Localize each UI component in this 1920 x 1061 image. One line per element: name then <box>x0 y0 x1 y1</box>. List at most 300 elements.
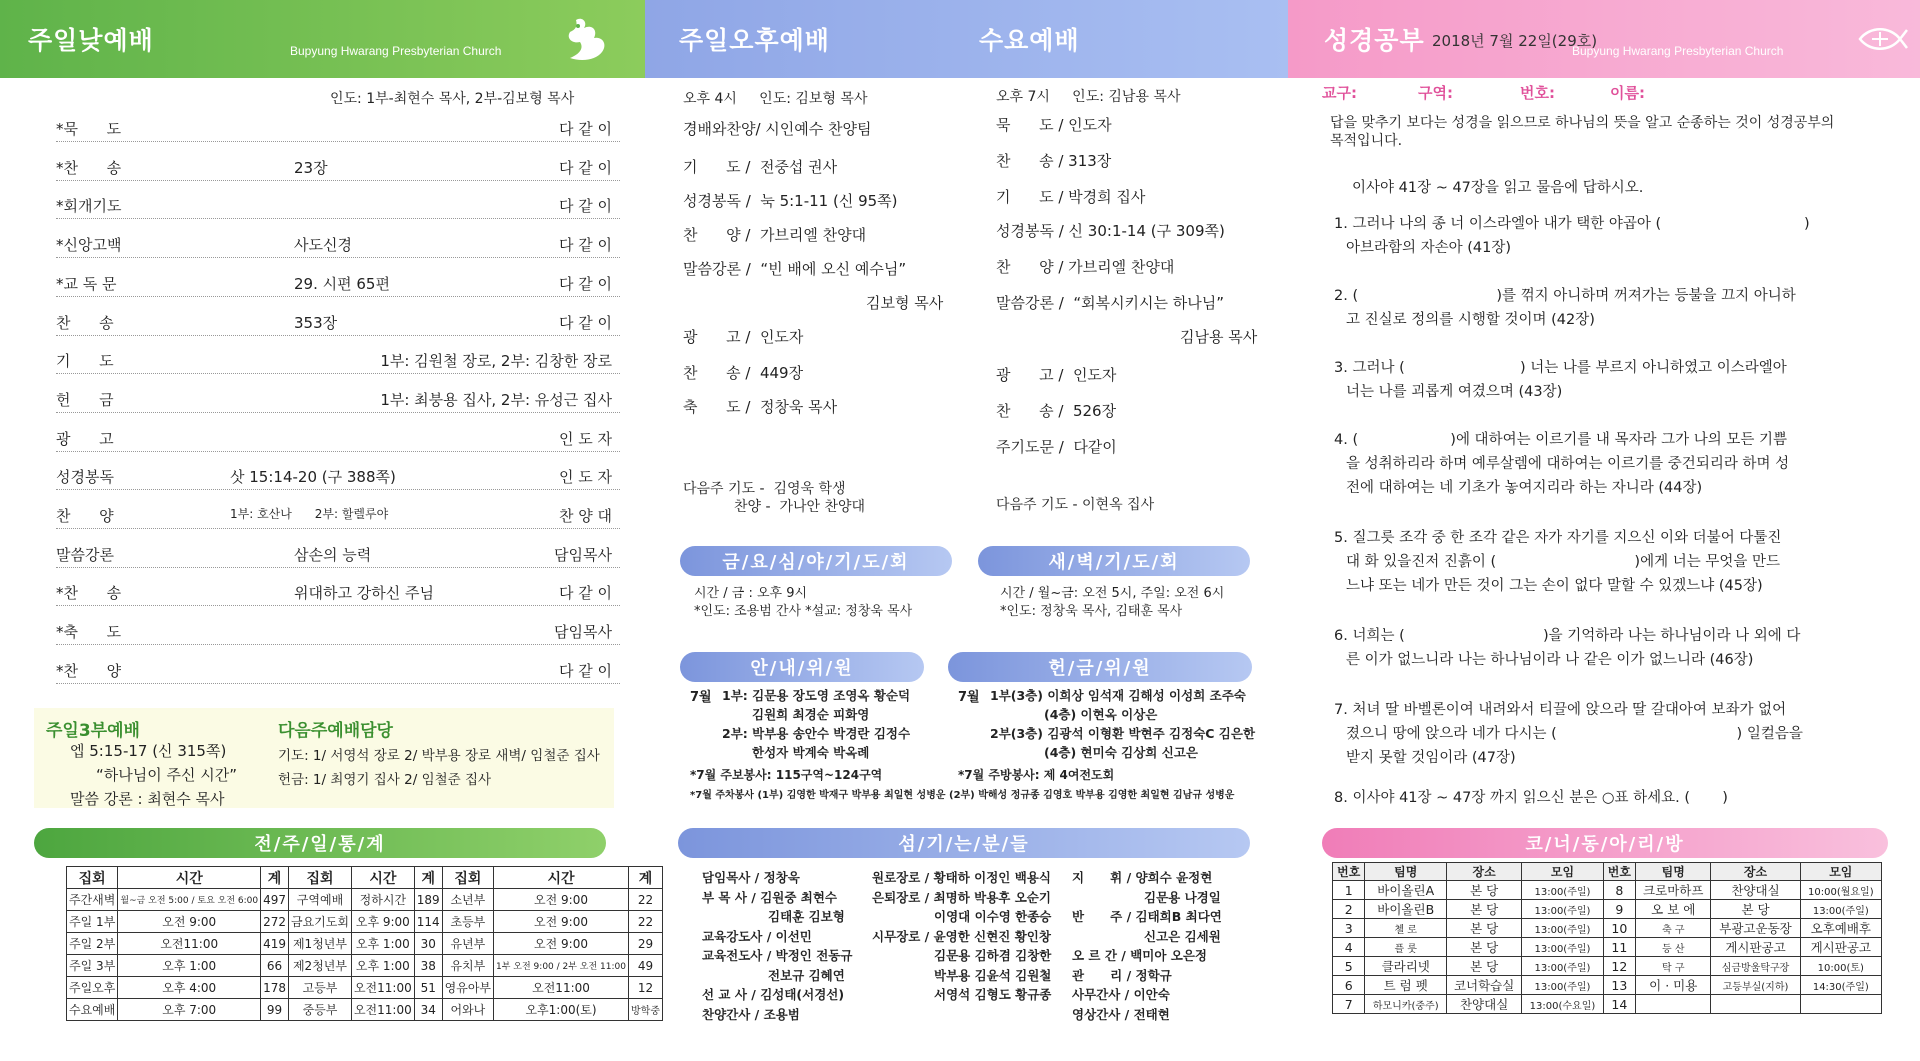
next-week-offering: 헌금: 1/ 최영기 집사 2/ 임철준 집사 <box>278 772 492 788</box>
order-item-detail: 23장 <box>294 158 328 177</box>
clubs-cell: 10 <box>1603 919 1635 938</box>
duty-line: 김문용 김하겸 김창한 <box>934 948 1052 963</box>
stats-cell: 유치부 <box>442 955 493 977</box>
order-item-person: 다 같 이 <box>558 236 612 255</box>
afternoon-order-row: 기 도 / 전중섭 권사 <box>683 158 838 176</box>
stats-cell: 오전 9:00 <box>494 889 629 911</box>
clubs-cell: 7 <box>1333 995 1365 1014</box>
stats-cell: 주일 2부 <box>67 933 118 955</box>
order-item-person: 인 도 자 <box>558 429 612 448</box>
study-question-line: 2. ( )를 꺾지 아니하며 꺼져가는 등불을 끄지 아니하 <box>1334 288 1796 304</box>
clubs-cell: 클라리넷 <box>1365 957 1447 976</box>
wednesday-service-title: 수요예배 <box>979 26 1080 55</box>
clubs-header-cell: 모임 <box>1800 863 1881 881</box>
clubs-row <box>1333 957 1882 976</box>
clubs-cell: 게시판공고 <box>1711 938 1800 957</box>
order-item-label: 성경봉독 <box>56 468 114 487</box>
morning-order-row <box>56 228 620 258</box>
clubs-cell: 첼 로 <box>1365 919 1447 938</box>
afternoon-order-row: 광 고 / 인도자 <box>683 328 804 346</box>
morning-order-row <box>56 654 620 684</box>
clubs-cell: 크로마하프 <box>1636 881 1711 900</box>
fish-logo-icon <box>1858 24 1908 54</box>
friday-prayer-pill: 금/요/심/야/기/도/회 <box>680 546 952 576</box>
stats-cell: 월~금 오전 5:00 / 토요 오전 6:00 <box>118 889 261 911</box>
morning-order-row <box>56 306 620 336</box>
study-question <box>1334 284 1874 332</box>
stats-cell: 22 <box>629 911 663 933</box>
stats-cell: 오후 9:00 <box>351 911 414 933</box>
duty-line: 오 르 간 / 백미아 오은정 <box>1072 948 1207 963</box>
clubs-cell: 본 당 <box>1446 881 1521 900</box>
clubs-row <box>1333 995 1882 1014</box>
study-question-line: 받지 못할 것임이라 (47장) <box>1346 750 1516 766</box>
offering-committee-pill: 헌/금/위/원 <box>948 652 1252 682</box>
clubs-cell: 13:00(수요일) <box>1522 995 1603 1014</box>
clubs-cell: 바이올린B <box>1365 900 1447 919</box>
order-item-detail: 삿 15:14-20 (구 388쪽) <box>230 468 396 487</box>
clubs-cell: 오후예배후 <box>1800 919 1881 938</box>
order-item-person: 담임목사 <box>554 545 612 564</box>
stats-cell: 오후 4:00 <box>118 977 261 999</box>
duty-line: 박부용 김윤석 김원철 <box>934 967 1052 983</box>
duty-line: 지 휘 / 양희수 윤정현 <box>1072 870 1213 885</box>
afternoon-order-row: 성경봉독 / 눅 5:1-11 (신 95쪽) <box>683 192 898 210</box>
guide-month: 7월 <box>690 690 712 705</box>
morning-order-row <box>56 499 620 529</box>
clubs-cell: 10:00(월요일) <box>1800 881 1881 900</box>
stats-cell: 114 <box>414 911 442 933</box>
offering-line-2: (4층) 이현옥 이상은 <box>1044 707 1158 722</box>
stats-cell: 어와나 <box>442 999 493 1021</box>
stats-cell: 제1청년부 <box>289 933 352 955</box>
order-item-detail: 위대하고 강하신 주님 <box>294 584 434 603</box>
clubs-cell: 10:00(토) <box>1800 957 1881 976</box>
stats-header-cell: 시간 <box>351 867 414 889</box>
offering-line-1: 1부(3층) 이희상 임석재 김해성 이성희 조주숙 <box>990 688 1246 703</box>
morning-order-row <box>56 460 620 490</box>
wednesday-order-row: 주기도문 / 다같이 <box>996 438 1117 456</box>
stats-cell: 주일오후 <box>67 977 118 999</box>
order-item-label: 찬 송 <box>56 313 114 332</box>
study-question <box>1334 526 1874 598</box>
study-field-label: 번호: <box>1520 84 1555 102</box>
clubs-cell: 14:30(주일) <box>1800 976 1881 995</box>
order-item-person: 다 같 이 <box>558 274 612 293</box>
stats-cell: 99 <box>261 999 289 1021</box>
duty-line: 서영석 김형도 황규종 <box>934 987 1052 1002</box>
order-item-person: 1부: 최붕용 집사, 2부: 유성근 집사 <box>380 390 612 409</box>
study-question-line: 른 이가 없느니라 나는 하나님이라 나 같은 이가 없느니라 (46장) <box>1346 652 1754 668</box>
stats-cell: 오전11:00 <box>351 977 414 999</box>
stats-cell: 12 <box>629 977 663 999</box>
stats-cell: 189 <box>414 889 442 911</box>
clubs-header-cell: 팀명 <box>1636 863 1711 881</box>
morning-order-row <box>56 422 620 452</box>
stats-cell: 29 <box>629 933 663 955</box>
wednesday-order-row: 김남용 목사 <box>1180 328 1258 346</box>
study-question-line: 느냐 또는 네가 만든 것이 그는 손이 없다 말할 수 있겠느냐 (45장) <box>1346 578 1763 594</box>
stats-cell: 오전 9:00 <box>494 933 629 955</box>
duty-line: 담임목사 / 정창욱 <box>702 870 800 885</box>
study-question-line: 7. 처녀 딸 바벨론이여 내려와서 티끌에 앉으라 딸 갈대아여 보좌가 없어 <box>1334 702 1787 718</box>
stats-row <box>67 999 663 1021</box>
stats-cell: 38 <box>414 955 442 977</box>
clubs-cell: 2 <box>1333 900 1365 919</box>
clubs-cell: 13 <box>1603 976 1635 995</box>
offering-line-3: 2부(3층) 김광석 이형환 박현주 김정숙C 김은한 <box>990 726 1256 741</box>
stats-cell: 오전11:00 <box>494 977 629 999</box>
stats-cell: 중등부 <box>289 999 352 1021</box>
dove-logo-icon <box>562 14 612 68</box>
stats-cell: 오전 9:00 <box>118 911 261 933</box>
clubs-cell: 게시판공고 <box>1800 938 1881 957</box>
stats-cell: 34 <box>414 999 442 1021</box>
order-item-detail: 353장 <box>294 313 338 332</box>
clubs-cell: 11 <box>1603 938 1635 957</box>
duty-line: 사무간사 / 이안숙 <box>1072 987 1170 1002</box>
duty-line: 영상간사 / 전태현 <box>1072 1006 1170 1022</box>
stats-cell: 방학중 <box>629 999 663 1021</box>
order-item-detail: 29. 시편 65편 <box>294 274 390 293</box>
clubs-cell: 13:00(주일) <box>1522 900 1603 919</box>
stats-cell: 초등부 <box>442 911 493 933</box>
clubs-cell: 3 <box>1333 919 1365 938</box>
parking-volunteers: *7월 주차봉사 (1부) 김영한 박재구 박부용 최일현 성병운 (2부) 박해성 정규종 김영호 박부용 김영한 최일현 김남규 성병운 <box>690 790 1235 801</box>
clubs-cell: 바이올린A <box>1365 881 1447 900</box>
guide-committee-pill: 안/내/위/원 <box>680 652 924 682</box>
stats-row <box>67 977 663 999</box>
study-question-line: 너는 나를 괴롭게 여겼으며 (43장) <box>1346 384 1563 400</box>
friday-time: 시간 / 금 : 오후 9시 <box>694 586 808 601</box>
stats-cell: 구역예배 <box>289 889 352 911</box>
stats-cell: 419 <box>261 933 289 955</box>
church-name-en-2: Bupyung Hwarang Presbyterian Church <box>1572 44 1784 58</box>
duty-line: 선 교 사 / 김성태(서경선) <box>702 987 845 1002</box>
clubs-table <box>1332 862 1882 1014</box>
stats-header-cell: 집회 <box>67 867 118 889</box>
clubs-cell: 부광고운동장 <box>1711 919 1800 938</box>
order-item-label: *교 독 문 <box>56 274 117 293</box>
order-item-person: 다 같 이 <box>558 158 612 177</box>
study-question-line: 4. ( )에 대하여는 이르기를 내 목자라 그가 나의 모든 기쁨 <box>1334 432 1787 448</box>
clubs-cell <box>1711 995 1800 1014</box>
order-item-person: 담임목사 <box>554 623 612 642</box>
order-item-person: 다 같 이 <box>558 661 612 680</box>
order-item-label: 헌 금 <box>56 390 114 409</box>
clubs-cell: 12 <box>1603 957 1635 976</box>
stats-header-cell: 집회 <box>442 867 493 889</box>
stats-cell: 소년부 <box>442 889 493 911</box>
order-item-person: 다 같 이 <box>558 584 612 603</box>
morning-order-row <box>56 112 620 142</box>
stats-cell: 오후 1:00 <box>351 933 414 955</box>
clubs-cell: 4 <box>1333 938 1365 957</box>
order-item-label: 기 도 <box>56 352 114 371</box>
duty-line: 찬양간사 / 조용범 <box>702 1006 800 1022</box>
stats-cell: 오후1:00(토) <box>494 999 629 1021</box>
study-question-line: 졌으니 땅에 앉으라 네가 다시는 ( ) 일컬음을 <box>1346 726 1803 742</box>
stats-row <box>67 889 663 911</box>
morning-order-row <box>56 151 620 181</box>
study-question-line: 6. 너희는 ( )을 기억하라 나는 하나님이라 나 외에 다 <box>1334 628 1801 644</box>
afternoon-order-row: 김보형 목사 <box>866 294 944 312</box>
order-item-detail: 삼손의 능력 <box>294 545 372 564</box>
friday-leaders: *인도: 조용범 간사 *설교: 정창욱 목사 <box>694 604 913 619</box>
stats-cell: 30 <box>414 933 442 955</box>
stats-cell: 1부 오전 9:00 / 2부 오전 11:00 <box>494 955 629 977</box>
clubs-cell: 5 <box>1333 957 1365 976</box>
clubs-cell: 본 당 <box>1711 900 1800 919</box>
offering-month: 7월 <box>958 690 980 705</box>
study-question <box>1334 356 1874 404</box>
morning-order-row <box>56 538 620 568</box>
wednesday-order-row: 말씀강론 / “회복시키시는 하나님” <box>996 294 1225 312</box>
afternoon-order-row: 경배와찬양/ 시인예수 찬양팀 <box>683 120 872 138</box>
study-field-label: 교구: <box>1322 84 1357 102</box>
clubs-row <box>1333 919 1882 938</box>
next-week-title: 다음주예배담당 <box>278 721 393 741</box>
clubs-cell: 14 <box>1603 995 1635 1014</box>
duty-line: 시무장로 / 윤영한 신현진 황인창 <box>872 928 1051 944</box>
order-item-detail: 1부: 호산나 2부: 할렐루야 <box>230 507 389 521</box>
order-item-label: *찬 송 <box>56 584 122 603</box>
order-item-person: 다 같 이 <box>558 120 612 138</box>
dawn-time: 시간 / 월~금: 오전 5시, 주일: 오전 6시 <box>1000 586 1225 601</box>
wednesday-next-prayer: 다음주 기도 - 이현옥 집사 <box>996 497 1155 513</box>
duty-line: 김태훈 김보형 <box>768 909 845 924</box>
clubs-cell: 13:00(주일) <box>1522 976 1603 995</box>
stats-cell: 오후 1:00 <box>351 955 414 977</box>
stats-cell: 오후 1:00 <box>118 955 261 977</box>
study-header-band <box>1288 0 1920 78</box>
stats-cell: 오전11:00 <box>118 933 261 955</box>
clubs-cell: 본 당 <box>1446 938 1521 957</box>
stats-cell: 22 <box>629 889 663 911</box>
clubs-header-cell: 장소 <box>1446 863 1521 881</box>
clubs-row <box>1333 881 1882 900</box>
study-question <box>1334 428 1874 500</box>
stats-cell: 66 <box>261 955 289 977</box>
order-item-label: *찬 양 <box>56 661 122 680</box>
duty-line: 교육강도사 / 이선민 <box>702 928 812 944</box>
clubs-header-cell: 팀명 <box>1365 863 1447 881</box>
study-question <box>1334 212 1874 260</box>
clubs-cell: 13:00(주일) <box>1800 900 1881 919</box>
clubs-cell: 13:00(주일) <box>1522 881 1603 900</box>
afternoon-next-praise: 찬양 - 가나안 찬양대 <box>734 499 866 515</box>
order-item-label: *회개기도 <box>56 197 122 216</box>
duty-line: 반 주 / 김태희B 최다연 <box>1072 909 1222 924</box>
clubs-cell <box>1636 995 1711 1014</box>
morning-service-title: 주일낮예배 <box>28 26 154 55</box>
clubs-cell: 본 당 <box>1446 957 1521 976</box>
order-item-label: *찬 송 <box>56 158 122 177</box>
stats-header-cell: 계 <box>414 867 442 889</box>
clubs-cell: 축 구 <box>1636 919 1711 938</box>
study-field-label: 구역: <box>1418 84 1453 102</box>
next-week-prayer: 기도: 1/ 서영석 장로 2/ 박부용 장로 새벽/ 임철준 집사 <box>278 748 600 764</box>
bible-study-title: 성경공부 <box>1324 26 1425 55</box>
afternoon-time-leader: 오후 4시 인도: 김보형 목사 <box>683 91 868 107</box>
afternoon-order-row: 축 도 / 정창욱 목사 <box>683 398 838 416</box>
church-name-en: Bupyung Hwarang Presbyterian Church <box>290 44 502 58</box>
study-question-line: 을 성취하리라 하며 예루살렘에 대하여는 이르기를 중건되리라 하며 성 <box>1346 456 1790 472</box>
clubs-header-cell: 장소 <box>1711 863 1800 881</box>
wednesday-order-row: 묵 도 / 인도자 <box>996 116 1112 134</box>
clubs-header-cell: 번호 <box>1333 863 1365 881</box>
guide-line-4: 한성자 박계숙 박옥례 <box>752 745 870 760</box>
stats-cell: 49 <box>629 955 663 977</box>
clubs-title-pill: 코/너/동/아/리/방 <box>1322 828 1888 858</box>
clubs-cell: 13:00(주일) <box>1522 957 1603 976</box>
duty-line: 전보규 김혜연 <box>768 967 845 983</box>
morning-order-row <box>56 189 620 219</box>
offering-line-4: (4층) 현미숙 김상희 신고은 <box>1044 745 1198 760</box>
morning-header-band <box>0 0 645 78</box>
clubs-cell: 오 보 에 <box>1636 900 1711 919</box>
bulletin-volunteer: *7월 주보봉사: 115구역~124구역 <box>690 768 883 782</box>
stats-header-cell: 계 <box>261 867 289 889</box>
duty-line: 교육전도사 / 박정인 전동규 <box>702 948 853 963</box>
wednesday-order-row: 찬 양 / 가브리엘 찬양대 <box>996 258 1175 276</box>
stats-cell: 오전 9:00 <box>494 911 629 933</box>
kitchen-volunteer: *7월 주방봉사: 제 4여전도회 <box>958 768 1115 782</box>
order-item-person: 1부: 김원철 장로, 2부: 김창한 장로 <box>380 352 612 371</box>
duty-line: 부 목 사 / 김원중 최현수 <box>702 889 837 905</box>
morning-leader: 인도: 1부-최현수 목사, 2부-김보형 목사 <box>330 91 575 107</box>
stats-cell: 제2청년부 <box>289 955 352 977</box>
stats-header-cell: 계 <box>629 867 663 889</box>
order-item-label: *축 도 <box>56 623 122 642</box>
order-item-label: *묵 도 <box>56 120 122 138</box>
clubs-cell: 13:00(주일) <box>1522 938 1603 957</box>
order-item-label: 말씀강론 <box>56 545 114 564</box>
study-question-line: 아브라함의 자손아 (41장) <box>1346 240 1512 256</box>
weekly-stats-table <box>66 866 663 1021</box>
duty-line: 신고은 김세원 <box>1144 928 1221 944</box>
study-field-label: 이름: <box>1610 84 1645 102</box>
stats-cell: 272 <box>261 911 289 933</box>
clubs-cell: 플 룻 <box>1365 938 1447 957</box>
guide-line-1: 1부: 김문용 장도영 조영옥 황순덕 <box>722 688 911 703</box>
stats-row <box>67 911 663 933</box>
third-service-box <box>34 708 614 808</box>
wednesday-order-row: 찬 송 / 526장 <box>996 402 1117 420</box>
afternoon-order-row: 찬 송 / 449장 <box>683 364 804 382</box>
study-question-line: 1. 그러나 나의 종 너 이스라엘아 내가 택한 야곱아 ( ) <box>1334 216 1810 232</box>
study-instruction: 이사야 41장 ~ 47장을 읽고 물음에 답하시오. <box>1352 180 1644 196</box>
clubs-cell: 하모니카(중주) <box>1365 995 1447 1014</box>
guide-line-2: 김원희 최경순 피화영 <box>752 707 870 722</box>
duties-title-pill: 섬/기/는/분/들 <box>678 828 1250 858</box>
clubs-cell: 등 산 <box>1636 938 1711 957</box>
morning-order-row <box>56 383 620 413</box>
stats-cell: 고등부 <box>289 977 352 999</box>
third-service-title: 주일3부예배 <box>46 721 140 741</box>
stats-header-cell: 집회 <box>289 867 352 889</box>
order-item-person: 찬 양 대 <box>558 507 612 525</box>
duty-line: 은퇴장로 / 최명하 박용후 오순기 <box>872 889 1051 905</box>
study-question <box>1334 624 1874 672</box>
order-item-label: *신앙고백 <box>56 236 122 255</box>
stats-cell: 유년부 <box>442 933 493 955</box>
clubs-cell: 찬양대실 <box>1711 881 1800 900</box>
clubs-cell: 탁 구 <box>1636 957 1711 976</box>
order-item-person: 다 같 이 <box>558 313 612 332</box>
stats-cell: 주일 3부 <box>67 955 118 977</box>
clubs-cell: 트 럼 펫 <box>1365 976 1447 995</box>
third-service-scripture: 엡 5:15-17 (신 315쪽) <box>70 742 227 760</box>
morning-order-row <box>56 615 620 645</box>
dawn-leaders: *인도: 정창욱 목사, 김태훈 목사 <box>1000 604 1183 619</box>
clubs-cell: 찬양대실 <box>1446 995 1521 1014</box>
duty-line: 관 리 / 정학규 <box>1072 967 1172 983</box>
order-item-detail: 사도신경 <box>294 236 352 255</box>
study-question-line: 3. 그러나 ( ) 너는 나를 부르지 아니하였고 이스라엘아 <box>1334 360 1787 376</box>
stats-cell: 수요예배 <box>67 999 118 1021</box>
clubs-row <box>1333 900 1882 919</box>
clubs-cell: 본 당 <box>1446 900 1521 919</box>
clubs-cell: 13:00(주일) <box>1522 919 1603 938</box>
order-item-label: 찬 양 <box>56 507 114 525</box>
order-item-label: 광 고 <box>56 429 114 448</box>
afternoon-next-prayer: 다음주 기도 - 김영욱 학생 <box>683 481 846 497</box>
stats-header-cell: 시간 <box>494 867 629 889</box>
morning-order-row <box>56 267 620 297</box>
study-question-line: 5. 질그릇 조각 중 한 조각 같은 자가 자기를 지으신 이와 더불어 다툴진 <box>1334 530 1782 546</box>
stats-cell: 178 <box>261 977 289 999</box>
stats-row <box>67 955 663 977</box>
stats-cell: 오전11:00 <box>351 999 414 1021</box>
afternoon-order-row: 말씀강론 / “빈 배에 오신 예수님” <box>683 260 907 278</box>
clubs-row <box>1333 938 1882 957</box>
third-service-preacher: 말씀 강론 : 최현수 목사 <box>70 790 225 808</box>
clubs-cell: 심금방울탁구장 <box>1711 957 1800 976</box>
clubs-row <box>1333 976 1882 995</box>
clubs-cell: 1 <box>1333 881 1365 900</box>
order-item-person: 인 도 자 <box>558 468 612 487</box>
clubs-cell: 8 <box>1603 881 1635 900</box>
clubs-header-cell: 번호 <box>1603 863 1635 881</box>
afternoon-header-band <box>645 0 1288 78</box>
stats-cell: 정하시간 <box>351 889 414 911</box>
study-question-line: 8. 이사야 41장 ~ 47장 까지 읽으신 분은 ○표 하세요. ( ) <box>1334 790 1728 806</box>
study-question <box>1334 698 1874 770</box>
clubs-cell: 이 · 미용 <box>1636 976 1711 995</box>
duty-line: 원로장로 / 황태하 이정인 백용식 <box>872 870 1051 885</box>
stats-title-pill: 전/주/일/통/계 <box>34 828 606 858</box>
clubs-cell: 9 <box>1603 900 1635 919</box>
stats-cell: 영유아부 <box>442 977 493 999</box>
study-question-line: 대 화 있을진저 진흙이 ( )에게 너는 무엇을 만드 <box>1346 554 1780 570</box>
morning-order-row <box>56 576 620 606</box>
third-service-sermon-title: “하나님이 주신 시간” <box>96 766 237 784</box>
stats-cell: 오후 7:00 <box>118 999 261 1021</box>
study-question-line: 전에 대하여는 네 기초가 놓여지리라 하는 자니라 (44장) <box>1346 480 1703 496</box>
study-intro: 답을 맞추기 보다는 성경을 읽으므로 하나님의 뜻을 알고 순종하는 것이 성경공부의 목적입니다. <box>1330 115 1835 149</box>
clubs-cell: 본 당 <box>1446 919 1521 938</box>
wednesday-order-row: 광 고 / 인도자 <box>996 366 1117 384</box>
wednesday-order-row: 성경봉독 / 신 30:1-14 (구 309쪽) <box>996 222 1225 240</box>
stats-row <box>67 933 663 955</box>
duty-line: 이영대 이수영 한종승 <box>934 909 1052 924</box>
morning-order-row <box>56 344 620 374</box>
clubs-cell <box>1800 995 1881 1014</box>
clubs-header-cell: 모임 <box>1522 863 1603 881</box>
stats-cell: 주간새벽 <box>67 889 118 911</box>
study-question-line: 고 진실로 정의를 시행할 것이며 (42장) <box>1346 312 1595 328</box>
